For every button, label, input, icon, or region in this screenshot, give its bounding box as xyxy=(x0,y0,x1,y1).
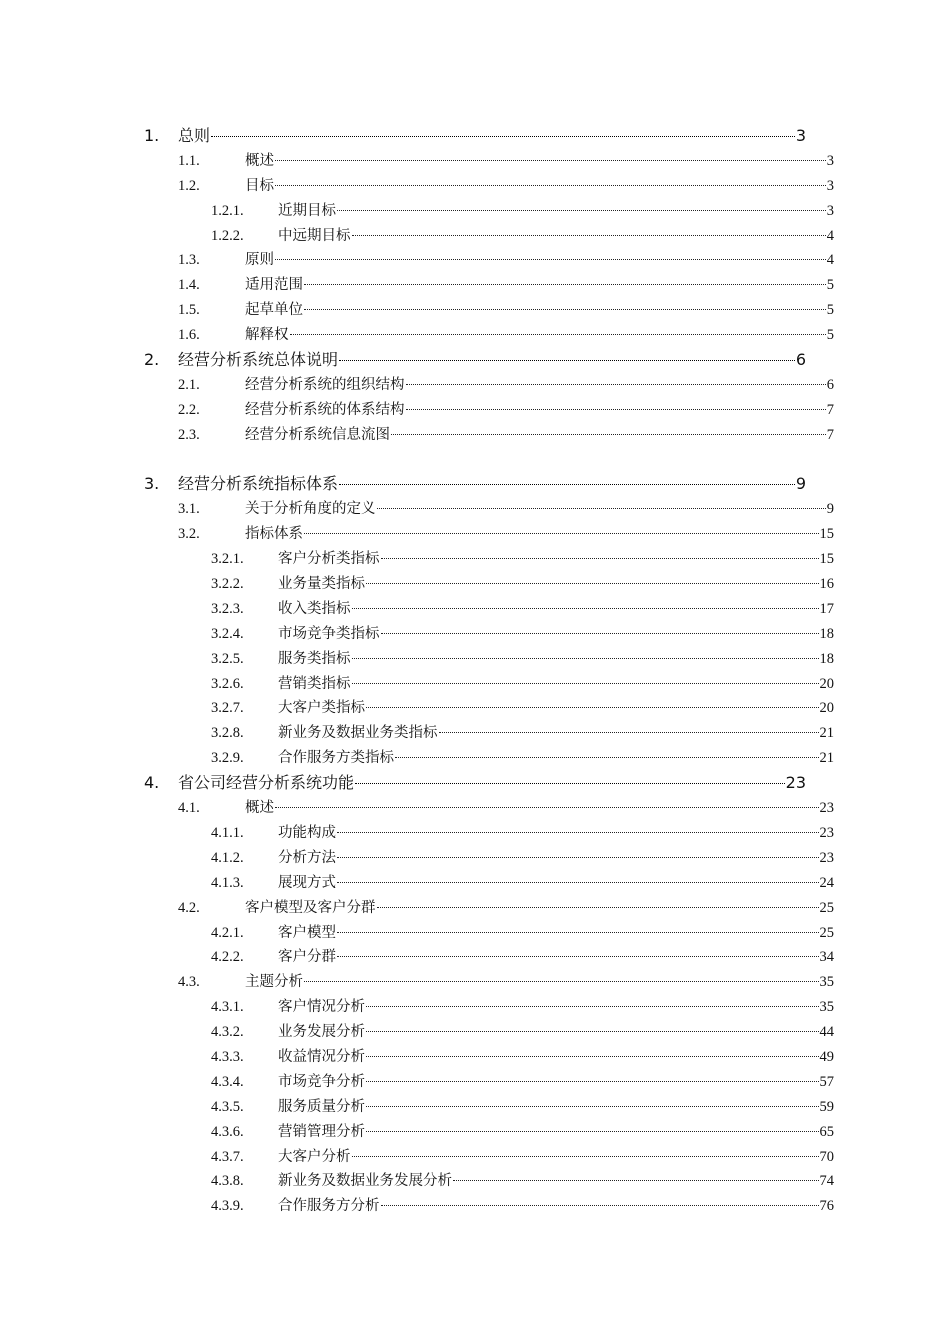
toc-entry-page: 44 xyxy=(819,1024,834,1041)
toc-entry-page: 23 xyxy=(819,849,834,866)
toc-dot-leader xyxy=(352,1156,819,1157)
toc-dot-leader xyxy=(366,707,819,708)
toc-entry-page: 17 xyxy=(819,600,834,617)
toc-entry-page: 23 xyxy=(819,824,834,841)
toc-entry-page: 23 xyxy=(819,800,834,817)
toc-dot-leader xyxy=(366,583,819,584)
toc-entry-title: 原则 xyxy=(245,252,274,269)
toc-entry-level-3[interactable] xyxy=(144,921,834,946)
toc-dot-leader xyxy=(337,932,819,933)
toc-entry-level-3[interactable] xyxy=(144,696,834,721)
toc-dot-leader xyxy=(366,1056,819,1057)
toc-entry-number: 1.1. xyxy=(178,152,200,169)
toc-entry-page: 9 xyxy=(826,501,834,518)
toc-dot-leader xyxy=(439,732,819,733)
toc-entry-number: 4. xyxy=(144,773,160,793)
toc-entry-number: 3. xyxy=(144,474,160,494)
toc-dot-leader xyxy=(355,783,785,784)
toc-entry-number: 4.3.9. xyxy=(211,1198,244,1215)
toc-entry-page: 18 xyxy=(819,650,834,667)
toc-entry-title: 营销类指标 xyxy=(278,675,351,692)
toc-entry-page: 25 xyxy=(819,899,834,916)
toc-entry-title: 概述 xyxy=(245,800,274,817)
toc-entry-number: 4.1.2. xyxy=(211,849,244,866)
toc-dot-leader xyxy=(211,136,795,137)
toc-entry-number: 2. xyxy=(144,350,160,370)
toc-dot-leader xyxy=(290,334,826,335)
toc-entry-number: 4.3.4. xyxy=(211,1073,244,1090)
toc-entry-title: 服务类指标 xyxy=(278,650,351,667)
toc-entry-page: 25 xyxy=(819,924,834,941)
toc-entry-title: 省公司经营分析系统功能 xyxy=(178,773,355,793)
toc-entry-level-2[interactable] xyxy=(144,896,834,921)
toc-entry-level-1[interactable] xyxy=(144,472,806,497)
toc-entry-page: 3 xyxy=(795,126,806,145)
toc-dot-leader xyxy=(339,360,795,361)
toc-entry-title: 分析方法 xyxy=(278,849,336,866)
toc-dot-leader xyxy=(304,981,819,982)
toc-entry-title: 业务量类指标 xyxy=(278,576,365,593)
toc-entry-number: 1.2.1. xyxy=(211,202,244,219)
toc-entry-page: 15 xyxy=(819,526,834,543)
toc-entry-number: 4.3.2. xyxy=(211,1024,244,1041)
toc-entry-title: 解释权 xyxy=(245,327,289,344)
toc-dot-leader xyxy=(337,956,819,957)
toc-entry-level-3[interactable] xyxy=(144,597,834,622)
toc-entry-title: 近期目标 xyxy=(278,202,336,219)
toc-entry-level-1[interactable] xyxy=(144,124,806,149)
toc-entry-level-3[interactable] xyxy=(144,647,834,672)
toc-entry-number: 4.3.6. xyxy=(211,1123,244,1140)
toc-entry-level-2[interactable] xyxy=(144,970,834,995)
toc-entry-title: 展现方式 xyxy=(278,874,336,891)
toc-entry-level-3[interactable] xyxy=(144,622,834,647)
toc-entry-level-3[interactable] xyxy=(144,746,834,771)
toc-entry-title: 大客户类指标 xyxy=(278,700,365,717)
toc-entry-number: 4.3.8. xyxy=(211,1173,244,1190)
toc-dot-leader xyxy=(366,1081,819,1082)
toc-entry-page: 24 xyxy=(819,874,834,891)
toc-entry-number: 4.3.5. xyxy=(211,1098,244,1115)
table-of-contents xyxy=(144,124,834,1219)
toc-entry-number: 2.2. xyxy=(178,401,200,418)
toc-entry-title: 合作服务方类指标 xyxy=(278,750,394,767)
toc-entry-number: 1. xyxy=(144,126,160,145)
toc-entry-number: 1.4. xyxy=(178,277,200,294)
toc-entry-title: 主题分析 xyxy=(245,974,303,991)
toc-entry-number: 4.3. xyxy=(178,974,200,991)
toc-entry-title: 客户模型 xyxy=(278,924,336,941)
toc-entry-page: 3 xyxy=(826,202,834,219)
toc-dot-leader xyxy=(366,1031,819,1032)
toc-entry-number: 4.2.1. xyxy=(211,924,244,941)
toc-entry-title: 指标体系 xyxy=(245,526,303,543)
toc-dot-leader xyxy=(337,832,819,833)
toc-entry-number: 1.2.2. xyxy=(211,227,244,244)
toc-entry-level-2[interactable] xyxy=(144,398,834,423)
toc-entry-page: 49 xyxy=(819,1048,834,1065)
toc-entry-level-3[interactable] xyxy=(144,945,834,970)
toc-entry-number: 3.2.6. xyxy=(211,675,244,692)
toc-dot-leader xyxy=(275,185,826,186)
toc-entry-page: 9 xyxy=(795,474,806,494)
toc-entry-page: 34 xyxy=(819,949,834,966)
toc-entry-number: 3.2.2. xyxy=(211,576,244,593)
toc-dot-leader xyxy=(304,284,826,285)
toc-entry-page: 20 xyxy=(819,700,834,717)
toc-entry-number: 3.2.3. xyxy=(211,600,244,617)
toc-entry-page: 70 xyxy=(819,1148,834,1165)
toc-entry-title: 收益情况分析 xyxy=(278,1048,365,1065)
toc-entry-title: 起草单位 xyxy=(245,302,303,319)
toc-entry-page: 20 xyxy=(819,675,834,692)
toc-entry-page: 7 xyxy=(826,401,834,418)
toc-entry-title: 收入类指标 xyxy=(278,600,351,617)
toc-entry-level-2[interactable] xyxy=(144,423,834,448)
toc-entry-number: 4.1.3. xyxy=(211,874,244,891)
toc-entry-page: 21 xyxy=(819,725,834,742)
toc-entry-level-1[interactable] xyxy=(144,348,806,373)
toc-dot-leader xyxy=(366,1131,819,1132)
toc-entry-page: 4 xyxy=(826,252,834,269)
toc-entry-title: 市场竞争分析 xyxy=(278,1073,365,1090)
toc-entry-page: 35 xyxy=(819,974,834,991)
toc-dot-leader xyxy=(377,907,819,908)
toc-entry-title: 经营分析系统总体说明 xyxy=(178,350,339,370)
toc-entry-level-3[interactable] xyxy=(144,1169,834,1194)
toc-entry-page: 35 xyxy=(819,999,834,1016)
toc-entry-level-2[interactable] xyxy=(144,323,834,348)
toc-entry-page: 6 xyxy=(795,350,806,370)
toc-entry-title: 适用范围 xyxy=(245,277,303,294)
toc-entry-page: 5 xyxy=(826,302,834,319)
toc-entry-level-3[interactable] xyxy=(144,1120,834,1145)
toc-entry-number: 1.6. xyxy=(178,327,200,344)
toc-dot-leader xyxy=(453,1180,819,1181)
toc-dot-leader xyxy=(366,1106,819,1107)
toc-entry-number: 3.2.1. xyxy=(211,551,244,568)
toc-entry-title: 经营分析系统指标体系 xyxy=(178,474,339,494)
toc-entry-page: 76 xyxy=(819,1198,834,1215)
toc-entry-page: 7 xyxy=(826,426,834,443)
toc-entry-number: 3.2.4. xyxy=(211,625,244,642)
toc-entry-level-2[interactable] xyxy=(144,522,834,547)
toc-dot-leader xyxy=(275,807,819,808)
toc-entry-level-3[interactable] xyxy=(144,547,834,572)
toc-entry-page: 5 xyxy=(826,277,834,294)
toc-entry-number: 3.2.5. xyxy=(211,650,244,667)
toc-entry-title: 客户分群 xyxy=(278,949,336,966)
toc-entry-level-2[interactable] xyxy=(144,248,834,273)
toc-entry-page: 5 xyxy=(826,327,834,344)
toc-entry-title: 合作服务方分析 xyxy=(278,1198,380,1215)
toc-dot-leader xyxy=(406,384,826,385)
toc-dot-leader xyxy=(352,658,819,659)
toc-entry-number: 4.3.1. xyxy=(211,999,244,1016)
toc-dot-leader xyxy=(352,608,819,609)
toc-entry-title: 大客户分析 xyxy=(278,1148,351,1165)
toc-entry-title: 目标 xyxy=(245,177,274,194)
toc-entry-page: 6 xyxy=(826,376,834,393)
toc-entry-level-3[interactable] xyxy=(144,846,834,871)
toc-entry-number: 2.3. xyxy=(178,426,200,443)
toc-entry-number: 3.2.8. xyxy=(211,725,244,742)
toc-entry-level-3[interactable] xyxy=(144,1194,834,1219)
toc-dot-leader xyxy=(406,409,826,410)
toc-entry-title: 经营分析系统的体系结构 xyxy=(245,401,405,418)
toc-entry-level-2[interactable] xyxy=(144,796,834,821)
toc-entry-level-3[interactable] xyxy=(144,721,834,746)
toc-entry-level-3[interactable] xyxy=(144,199,834,224)
toc-dot-leader xyxy=(352,235,826,236)
toc-entry-page: 3 xyxy=(826,177,834,194)
toc-dot-leader xyxy=(337,857,819,858)
toc-entry-title: 总则 xyxy=(178,126,211,145)
toc-entry-title: 概述 xyxy=(245,152,274,169)
toc-entry-title: 客户模型及客户分群 xyxy=(245,899,376,916)
toc-entry-level-2[interactable] xyxy=(144,298,834,323)
toc-dot-leader xyxy=(377,508,826,509)
toc-entry-title: 经营分析系统信息流图 xyxy=(245,426,390,443)
toc-entry-level-2[interactable] xyxy=(144,497,834,522)
toc-entry-title: 中远期目标 xyxy=(278,227,351,244)
toc-entry-level-1[interactable] xyxy=(144,771,806,796)
toc-dot-leader xyxy=(366,1006,819,1007)
toc-entry-number: 3.1. xyxy=(178,501,200,518)
toc-entry-page: 65 xyxy=(819,1123,834,1140)
toc-entry-level-3[interactable] xyxy=(144,672,834,697)
toc-dot-leader xyxy=(391,434,826,435)
toc-entry-title: 营销管理分析 xyxy=(278,1123,365,1140)
toc-entry-title: 经营分析系统的组织结构 xyxy=(245,376,405,393)
toc-entry-level-3[interactable] xyxy=(144,995,834,1020)
toc-entry-page: 23 xyxy=(785,773,806,793)
toc-entry-title: 关于分析角度的定义 xyxy=(245,501,376,518)
toc-entry-number: 3.2. xyxy=(178,526,200,543)
toc-entry-level-2[interactable] xyxy=(144,149,834,174)
toc-entry-title: 客户情况分析 xyxy=(278,999,365,1016)
toc-dot-leader xyxy=(339,484,795,485)
toc-entry-title: 新业务及数据业务发展分析 xyxy=(278,1173,452,1190)
toc-entry-number: 3.2.9. xyxy=(211,750,244,767)
toc-entry-page: 57 xyxy=(819,1073,834,1090)
toc-entry-number: 4.2.2. xyxy=(211,949,244,966)
toc-entry-number: 4.1. xyxy=(178,800,200,817)
toc-entry-page: 15 xyxy=(819,551,834,568)
toc-entry-level-3[interactable] xyxy=(144,1045,834,1070)
toc-entry-page: 21 xyxy=(819,750,834,767)
toc-entry-number: 1.2. xyxy=(178,177,200,194)
toc-dot-leader xyxy=(395,757,819,758)
toc-spacer xyxy=(144,448,834,473)
toc-entry-title: 服务质量分析 xyxy=(278,1098,365,1115)
toc-entry-level-3[interactable] xyxy=(144,871,834,896)
toc-dot-leader xyxy=(304,309,826,310)
toc-dot-leader xyxy=(352,683,819,684)
toc-entry-title: 新业务及数据业务类指标 xyxy=(278,725,438,742)
toc-entry-level-3[interactable] xyxy=(144,821,834,846)
toc-entry-title: 市场竞争类指标 xyxy=(278,625,380,642)
toc-entry-level-3[interactable] xyxy=(144,1070,834,1095)
toc-entry-level-3[interactable] xyxy=(144,1020,834,1045)
toc-entry-page: 4 xyxy=(826,227,834,244)
toc-dot-leader xyxy=(337,882,819,883)
toc-entry-level-3[interactable] xyxy=(144,572,834,597)
toc-entry-number: 4.3.7. xyxy=(211,1148,244,1165)
toc-entry-level-3[interactable] xyxy=(144,224,834,249)
toc-entry-level-3[interactable] xyxy=(144,1145,834,1170)
toc-entry-level-2[interactable] xyxy=(144,273,834,298)
toc-entry-page: 59 xyxy=(819,1098,834,1115)
toc-entry-title: 业务发展分析 xyxy=(278,1024,365,1041)
toc-dot-leader xyxy=(275,160,826,161)
toc-entry-level-3[interactable] xyxy=(144,1095,834,1120)
toc-dot-leader xyxy=(337,210,826,211)
toc-dot-leader xyxy=(275,259,826,260)
toc-entry-page: 18 xyxy=(819,625,834,642)
toc-entry-number: 3.2.7. xyxy=(211,700,244,717)
toc-entry-title: 客户分析类指标 xyxy=(278,551,380,568)
toc-entry-number: 1.5. xyxy=(178,302,200,319)
toc-entry-page: 16 xyxy=(819,576,834,593)
toc-entry-number: 2.1. xyxy=(178,376,200,393)
toc-entry-number: 4.2. xyxy=(178,899,200,916)
toc-dot-leader xyxy=(381,633,819,634)
toc-entry-title: 功能构成 xyxy=(278,824,336,841)
toc-dot-leader xyxy=(381,558,819,559)
toc-entry-number: 1.3. xyxy=(178,252,200,269)
toc-dot-leader xyxy=(304,533,819,534)
toc-entry-level-2[interactable] xyxy=(144,174,834,199)
toc-entry-page: 74 xyxy=(819,1173,834,1190)
toc-entry-level-2[interactable] xyxy=(144,373,834,398)
toc-entry-page: 3 xyxy=(826,152,834,169)
toc-entry-number: 4.3.3. xyxy=(211,1048,244,1065)
toc-entry-number: 4.1.1. xyxy=(211,824,244,841)
toc-dot-leader xyxy=(381,1205,819,1206)
